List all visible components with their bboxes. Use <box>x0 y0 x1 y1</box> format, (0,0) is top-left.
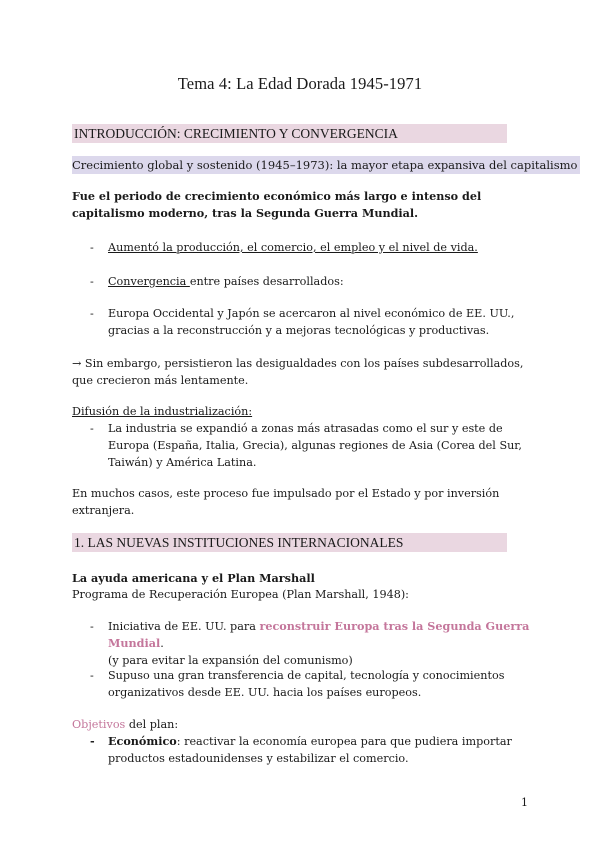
section1-program: Programa de Recuperación Europea (Plan Marshall, 1948): <box>72 588 409 601</box>
bullet1-line2: (y para evitar la expansión del comunismo) <box>108 654 353 667</box>
intro-closing: En muchos casos, este proceso fue impulsado por el Estado y por inversión extranjera. <box>72 487 500 517</box>
bullet-marker: - <box>90 422 94 435</box>
convergencia-term: Convergencia <box>108 275 190 288</box>
bullet-marker: - <box>90 307 94 320</box>
bullet1-end: . <box>160 637 164 650</box>
objective-economic-label: Económico <box>108 734 177 748</box>
bullet-marker: - <box>90 241 94 254</box>
intro-bold-statement: Fue el periodo de crecimiento económico más largo e intenso del capitalismo moderno, tras la Segunda Guerra Mundial. <box>72 189 482 220</box>
section1-bullet-2: Supuso una gran transferencia de capital, tecnología y conocimientos organizativos desde EE. UU. hacia los países europeos. <box>108 669 505 699</box>
objectives-rest: del plan: <box>125 718 179 731</box>
objective-economic-text: : reactivar la economía europea para que pudiera importar productos estadounidenses y estabilizar el comercio. <box>108 735 512 765</box>
bullet1-highlight: reconstruir Europa tras la Segunda Guerra Mundial <box>108 619 530 650</box>
intro-bullet-1: Aumentó la producción, el comercio, el empleo y el nivel de vida. <box>108 241 478 254</box>
bullet1-start: Iniciativa de EE. UU. para <box>108 620 260 633</box>
objective-economic <box>108 733 533 767</box>
intro-bullet-3: Europa Occidental y Japón se acercaron al nivel económico de EE. UU., gracias a la reconstrucción y a mejoras tecnológicas y productivas. <box>108 307 515 337</box>
bullet-marker: - <box>90 734 95 748</box>
intro-bullet-2 <box>108 273 533 290</box>
intro-heading: INTRODUCCIÓN: CRECIMIENTO Y CONVERGENCIA <box>72 124 507 143</box>
intro-highlight: Crecimiento global y sostenido (1945–1973): la mayor etapa expansiva del capitalismo <box>72 156 580 174</box>
diffusion-heading: Difusión de la industrialización: <box>72 405 253 418</box>
section1-subheading: La ayuda americana y el Plan Marshall <box>72 571 315 585</box>
objectives-label: Objetivos <box>72 718 126 731</box>
page-number: 1 <box>521 796 528 809</box>
section1-heading: 1. LAS NUEVAS INSTITUCIONES INTERNACIONALES <box>72 533 507 552</box>
page-title: Tema 4: La Edad Dorada 1945-1971 <box>177 74 423 93</box>
arrow-note: → Sin embargo, persistieron las desigualdades con los países subdesarrollados, que crecieron más lentamente. <box>72 357 524 387</box>
bullet-marker: - <box>90 620 94 633</box>
diffusion-bullet: La industria se expandió a zonas más atrasadas como el sur y este de Europa (España, Italia, Grecia), algunas regiones de Asia (Corea del Sur, Taiwán) y América Latina. <box>108 422 522 469</box>
section1-bullet-1 <box>108 618 533 669</box>
objectives-line <box>72 716 527 733</box>
intro-bullet-2-rest: entre países desarrollados: <box>189 275 344 288</box>
bullet-marker: - <box>90 669 94 682</box>
bullet-marker: - <box>90 275 94 288</box>
